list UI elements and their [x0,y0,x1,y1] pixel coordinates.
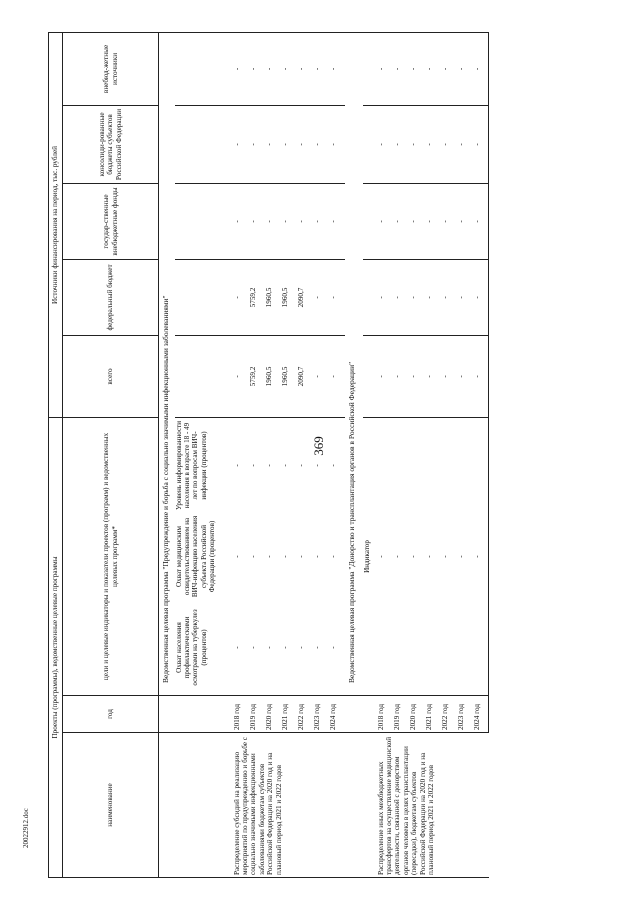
indicator-label: Охват населения профилактическими осмотрами на туберкулез (процентов) [174,609,208,686]
indicators-values: - - - [281,417,297,695]
value-total: - [409,335,425,417]
value-federal: - [329,259,345,335]
value-total: 2090,7 [297,335,313,417]
value-gosfund: - [409,183,425,259]
row-year: 2022 год [441,696,457,733]
row-name: Распределение иных межбюджетных трансфертов на осуществление медицинской деятельности, связанной с донорством органов человека в целях трансплантации (пересадки), бюджетам субъектов Российской Федерации на 2020 год и на плановый период 2021 и 2022 годов [377,733,489,878]
value-extra: - [457,32,473,105]
indicators-values: - - - [233,417,249,695]
value-consolidated: - [233,105,249,183]
row-year: 2018 год [233,696,249,733]
indicator-value: - [393,417,409,695]
value-extra: - [281,32,297,105]
row-year: 2023 год [313,696,329,733]
section-title: Ведомственная целевая программа "Донорство и трансплантация органов в Российской Федерации" [345,32,363,695]
value-extra: - [249,32,265,105]
value-federal: - [313,259,329,335]
header-projects: Проекты (программы), ведомственные целевые программы [49,417,63,877]
row-year: 2019 год [393,696,409,733]
page-number: 369 [311,436,326,456]
value-federal: 1960,5 [281,259,297,335]
value-consolidated: - [329,105,345,183]
value-total: - [393,335,409,417]
value-consolidated: - [441,105,457,183]
indicator-value: - [425,417,441,695]
indicator-value: - [473,417,489,695]
indicators-values: - - - [265,417,281,695]
value-consolidated: - [249,105,265,183]
value-consolidated: - [425,105,441,183]
value-extra: - [441,32,457,105]
indicator-value: - [457,417,473,695]
value-gosfund: - [393,183,409,259]
value-extra: - [265,32,281,105]
indicators-values: - - - [313,417,329,695]
row-year: 2023 год [457,696,473,733]
value-federal: - [409,259,425,335]
value-total: 5759,2 [249,335,265,417]
value-gosfund: - [233,183,249,259]
indicator-label: Охват медицинским освидетельствованием на ВИЧ-инфекцию населения субъекта Российской Федерации (процентов) [174,515,216,598]
value-gosfund: - [249,183,265,259]
table-row [377,32,393,877]
header-total: всего [63,335,159,417]
indicator-value: - [441,417,457,695]
value-gosfund: - [457,183,473,259]
value-federal: 2090,7 [297,259,313,335]
value-federal: - [457,259,473,335]
value-extra: - [297,32,313,105]
value-total: - [313,335,329,417]
value-extra: - [473,32,489,105]
indicators-values: - - - [249,417,265,695]
row-year: 2019 год [249,696,265,733]
row-year: 2024 год [329,696,345,733]
value-federal: - [425,259,441,335]
header-federal: федеральный бюджет [63,259,159,335]
value-federal: - [441,259,457,335]
value-federal: 1960,5 [265,259,281,335]
value-total: - [441,335,457,417]
value-extra: - [425,32,441,105]
value-extra: - [377,32,393,105]
header-year: год [63,696,159,733]
value-consolidated: - [377,105,393,183]
financing-table [48,32,489,878]
value-gosfund: - [265,183,281,259]
value-consolidated: - [313,105,329,183]
value-total: - [329,335,345,417]
indicators-values: - - - [297,417,313,695]
footer-filename: 20022912.doc [22,808,30,848]
row-year: 2021 год [281,696,297,733]
value-consolidated: - [393,105,409,183]
value-extra: - [409,32,425,105]
value-total: 1960,5 [265,335,281,417]
value-extra: - [313,32,329,105]
value-total: 1960,5 [281,335,297,417]
value-federal: 5759,2 [249,259,265,335]
section-title: Ведомственная целевая программа "Предупреждение и борьба с социально значимыми инфекционными заболеваниями" [159,32,175,695]
value-federal: - [473,259,489,335]
indicator-value: - [377,417,393,695]
indicator-label: Уровень информированности населения в возрасте 18 - 49 лет по вопросам ВИЧ-инфекции (процентов) [174,420,208,510]
value-total: - [233,335,249,417]
value-consolidated: - [297,105,313,183]
value-federal: - [393,259,409,335]
row-year: 2024 год [473,696,489,733]
row-year: 2021 год [425,696,441,733]
header-extra: внебюд-жетные источники [63,32,159,105]
indicators-cell [175,417,233,695]
value-consolidated: - [409,105,425,183]
value-federal: - [233,259,249,335]
value-federal: - [377,259,393,335]
header-gosfund: государ-ственные внебюджетные фонды [63,183,159,259]
value-total: - [425,335,441,417]
value-extra: - [329,32,345,105]
indicator-label: Индикатор [363,417,377,695]
rotated-table-region [48,33,588,878]
header-name: наименование [63,733,159,878]
row-year: 2022 год [297,696,313,733]
value-gosfund: - [441,183,457,259]
value-gosfund: - [281,183,297,259]
table-row [233,32,249,877]
value-gosfund: - [473,183,489,259]
value-gosfund: - [297,183,313,259]
row-year: 2018 год [377,696,393,733]
value-gosfund: - [425,183,441,259]
header-indicators: цели и целевые индикаторы и показатели проектов (программ) и ведомственных целевых программ* [63,417,159,695]
row-name: Распределение субсидий на реализацию мероприятий по предупреждению и борьбе с социально значимыми инфекционными заболеваниями бюджетам субъектов Российской Федерации на 2020 год и на плановый период 2021 и 2022 годов [233,733,345,878]
header-sources: Источники финансирования на период, тыс. рублей [49,32,63,417]
value-gosfund: - [329,183,345,259]
value-extra: - [233,32,249,105]
row-year: 2020 год [265,696,281,733]
value-total: - [377,335,393,417]
value-consolidated: - [265,105,281,183]
value-total: - [473,335,489,417]
value-gosfund: - [377,183,393,259]
value-consolidated: - [281,105,297,183]
header-consolidated: консолиди-рованные бюджеты субъектов Российской Федерации [63,105,159,183]
value-extra: - [393,32,409,105]
value-consolidated: - [473,105,489,183]
row-year: 2020 год [409,696,425,733]
value-gosfund: - [313,183,329,259]
value-consolidated: - [457,105,473,183]
indicators-values: - - - [329,417,345,695]
value-total: - [457,335,473,417]
indicator-value: - [409,417,425,695]
